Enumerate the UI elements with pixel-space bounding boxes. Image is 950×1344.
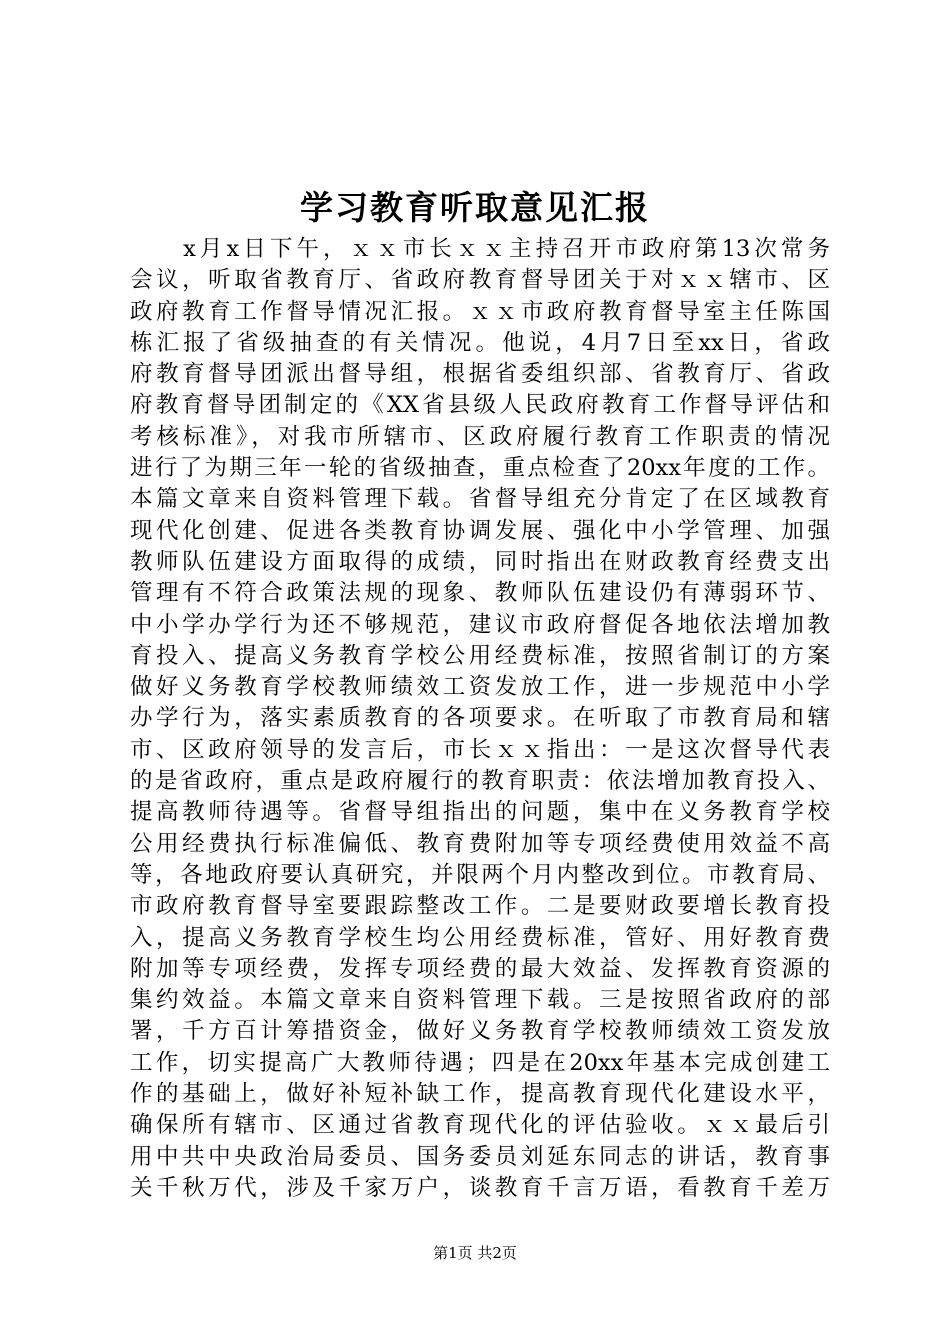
body-line: 栋汇报了省级抽查的有关情况。他说，4月7日至xx日，省政 <box>130 329 830 356</box>
body-line: 府教育督导团派出督导组，根据省委组织部、省教育厅、省政 <box>130 361 830 388</box>
body-line: 用中共中央政治局委员、国务委员刘延东同志的讲话，教育事 <box>130 1143 830 1170</box>
body-line: 教师队伍建设方面取得的成绩，同时指出在财政教育经费支出 <box>130 548 830 575</box>
body-line: 署，千方百计筹措资金，做好义务教育学校教师绩效工资发放 <box>130 1018 830 1045</box>
body-line: 府教育督导团制定的《XX省县级人民政府教育工作督导评估和 <box>130 392 830 419</box>
body-line: 入，提高义务教育学校生均公用经费标准，管好、用好教育费 <box>130 924 830 951</box>
body-line: 办学行为，落实素质教育的各项要求。在听取了市教育局和辖 <box>130 705 830 732</box>
body-line: 附加等专项经费，发挥专项经费的最大效益、发挥教育资源的 <box>130 955 830 982</box>
body-line: 现代化创建、促进各类教育协调发展、强化中小学管理、加强 <box>130 517 830 544</box>
body-line: 政府教育工作督导情况汇报。ｘｘ市政府教育督导室主任陈国 <box>130 298 830 325</box>
body-line: 育投入、提高义务教育学校公用经费标准，按照省制订的方案 <box>130 642 830 669</box>
body-line: 的是省政府，重点是政府履行的教育职责：依法增加教育投入、 <box>130 768 830 795</box>
body-line: 作的基础上，做好补短补缺工作，提高教育现代化建设水平， <box>130 1081 830 1108</box>
body-line: 工作，切实提高广大教师待遇；四是在20xx年基本完成创建工 <box>130 1049 830 1076</box>
body-line: 集约效益。本篇文章来自资料管理下载。三是按照省政府的部 <box>130 987 830 1014</box>
body-line: 管理有不符合政策法规的现象、教师队伍建设仍有薄弱环节、 <box>130 580 830 607</box>
body-line: 公用经费执行标准偏低、教育费附加等专项经费使用效益不高 <box>130 830 830 857</box>
body-line: 做好义务教育学校教师绩效工资发放工作，进一步规范中小学 <box>130 674 830 701</box>
body-line: 关千秋万代，涉及千家万户，谈教育千言万语，看教育千差万 <box>130 1174 830 1201</box>
body-line: 市政府教育督导室要跟踪整改工作。二是要财政要增长教育投 <box>130 893 830 920</box>
document-body <box>130 234 830 1204</box>
body-line: 会议，听取省教育厅、省政府教育督导团关于对ｘｘ辖市、区 <box>130 267 830 294</box>
body-line: 中小学办学行为还不够规范，建议市政府督促各地依法增加教 <box>130 611 830 638</box>
body-line: x月x日下午，ｘｘ市长ｘｘ主持召开市政府第13次常务 <box>130 236 830 262</box>
body-line: 考核标准》，对我市所辖市、区政府履行教育工作职责的情况 <box>130 423 830 450</box>
body-line: 提高教师待遇等。省督导组指出的问题，集中在义务教育学校 <box>130 799 830 826</box>
body-line: 确保所有辖市、区通过省教育现代化的评估验收。ｘｘ最后引 <box>130 1112 830 1139</box>
document-title: 学习教育听取意见汇报 <box>300 188 650 227</box>
page-footer: 第1页 共2页 <box>433 1244 517 1262</box>
body-line: 市、区政府领导的发言后，市长ｘｘ指出：一是这次督导代表 <box>130 736 830 763</box>
body-line: 进行了为期三年一轮的省级抽查，重点检查了20xx年度的工作。 <box>130 455 830 482</box>
body-line: 等，各地政府要认真研究，并限两个月内整改到位。市教育局、 <box>130 861 830 888</box>
body-line: 本篇文章来自资料管理下载。省督导组充分肯定了在区域教育 <box>130 486 830 513</box>
